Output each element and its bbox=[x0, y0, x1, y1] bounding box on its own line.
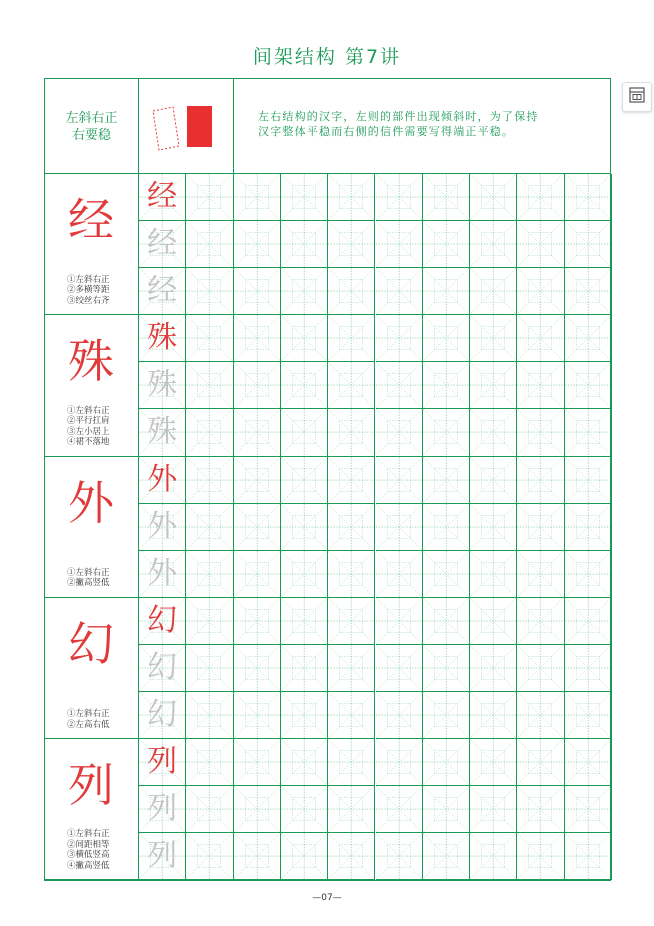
table-icon-button[interactable] bbox=[622, 82, 652, 112]
page-number: —07— bbox=[312, 893, 342, 903]
trace-cell[interactable] bbox=[139, 174, 186, 221]
stroke-tip: ②平行扛肩 bbox=[67, 416, 110, 427]
writing-cell[interactable] bbox=[186, 598, 233, 645]
writing-cell[interactable] bbox=[376, 362, 423, 409]
stroke-tip: ②左高右低 bbox=[67, 719, 110, 730]
trace-cell[interactable] bbox=[139, 457, 186, 504]
writing-cell[interactable] bbox=[470, 315, 517, 362]
writing-cell[interactable] bbox=[565, 739, 612, 786]
writing-cell[interactable] bbox=[281, 268, 328, 315]
writing-cell[interactable] bbox=[281, 692, 328, 739]
trace-character: 幻 bbox=[147, 649, 178, 685]
writing-cell[interactable] bbox=[423, 221, 470, 268]
writing-cell[interactable] bbox=[281, 598, 328, 645]
model-character: 经 bbox=[68, 193, 114, 247]
writing-cell[interactable] bbox=[517, 268, 564, 315]
trace-character: 殊 bbox=[147, 367, 178, 403]
writing-cell[interactable] bbox=[234, 268, 281, 315]
trace-character: 经 bbox=[147, 226, 178, 262]
trace-character: 经 bbox=[147, 273, 178, 309]
writing-cell[interactable] bbox=[565, 221, 612, 268]
writing-cell[interactable] bbox=[470, 409, 517, 456]
writing-cell[interactable] bbox=[186, 551, 233, 598]
writing-cell[interactable] bbox=[234, 598, 281, 645]
writing-cell[interactable] bbox=[376, 786, 423, 833]
character-guide-4 bbox=[45, 598, 139, 739]
writing-cell[interactable] bbox=[234, 362, 281, 409]
character-guide-1 bbox=[45, 174, 139, 315]
writing-cell[interactable] bbox=[565, 268, 612, 315]
writing-cell[interactable] bbox=[423, 268, 470, 315]
writing-cell[interactable] bbox=[281, 457, 328, 504]
writing-cell[interactable] bbox=[470, 504, 517, 551]
writing-cell[interactable] bbox=[234, 504, 281, 551]
writing-cell[interactable] bbox=[470, 645, 517, 692]
rule-label bbox=[45, 79, 139, 174]
writing-cell[interactable] bbox=[565, 315, 612, 362]
trace-character: 幻 bbox=[147, 697, 178, 733]
lesson-header bbox=[45, 79, 610, 174]
writing-cell[interactable] bbox=[186, 692, 233, 739]
writing-cell[interactable] bbox=[423, 833, 470, 880]
writing-cell[interactable] bbox=[328, 409, 375, 456]
writing-cell[interactable] bbox=[423, 174, 470, 221]
writing-cell[interactable] bbox=[423, 551, 470, 598]
practice-grid-1 bbox=[139, 174, 612, 315]
writing-cell[interactable] bbox=[281, 174, 328, 221]
writing-cell[interactable] bbox=[328, 268, 375, 315]
slant-diagram-icon bbox=[139, 79, 232, 174]
writing-cell[interactable] bbox=[234, 174, 281, 221]
writing-cell[interactable] bbox=[186, 833, 233, 880]
trace-cell[interactable] bbox=[139, 315, 186, 362]
writing-cell[interactable] bbox=[281, 833, 328, 880]
writing-cell[interactable] bbox=[281, 362, 328, 409]
writing-cell[interactable] bbox=[376, 315, 423, 362]
writing-cell[interactable] bbox=[423, 315, 470, 362]
writing-cell[interactable] bbox=[281, 551, 328, 598]
writing-cell[interactable] bbox=[565, 786, 612, 833]
writing-cell[interactable] bbox=[328, 598, 375, 645]
writing-cell[interactable] bbox=[565, 598, 612, 645]
writing-cell[interactable] bbox=[423, 786, 470, 833]
writing-cell[interactable] bbox=[234, 409, 281, 456]
trace-character: 外 bbox=[147, 508, 178, 544]
writing-cell[interactable] bbox=[328, 315, 375, 362]
writing-cell[interactable] bbox=[186, 221, 233, 268]
model-character: 列 bbox=[68, 758, 114, 813]
trace-cell[interactable] bbox=[139, 833, 186, 880]
writing-cell[interactable] bbox=[517, 786, 564, 833]
writing-cell[interactable] bbox=[186, 315, 233, 362]
writing-cell[interactable] bbox=[517, 457, 564, 504]
practice-grid-2 bbox=[139, 315, 612, 456]
example-character: 殊 bbox=[147, 320, 178, 356]
rule-description-line2: 汉字整体平稳而右侧的信件需要写得端正平稳。 bbox=[258, 125, 515, 138]
writing-cell[interactable] bbox=[281, 786, 328, 833]
model-character: 幻 bbox=[68, 616, 114, 671]
writing-cell[interactable] bbox=[376, 174, 423, 221]
rule-label-line1: 左斜右正 bbox=[65, 110, 118, 126]
writing-cell[interactable] bbox=[328, 221, 375, 268]
writing-cell[interactable] bbox=[470, 598, 517, 645]
writing-cell[interactable] bbox=[328, 174, 375, 221]
writing-cell[interactable] bbox=[470, 551, 517, 598]
writing-cell[interactable] bbox=[186, 174, 233, 221]
writing-cell[interactable] bbox=[376, 457, 423, 504]
stroke-tip: ②间距相等 bbox=[67, 839, 110, 850]
writing-cell[interactable] bbox=[470, 362, 517, 409]
writing-cell[interactable] bbox=[328, 362, 375, 409]
structure-diagram bbox=[139, 79, 234, 174]
stroke-tip: ④撇高竖低 bbox=[67, 860, 110, 871]
stroke-tip: ④裙不落地 bbox=[67, 437, 110, 448]
rule-label-line2: 右要稳 bbox=[71, 127, 111, 143]
writing-cell[interactable] bbox=[423, 645, 470, 692]
writing-cell[interactable] bbox=[281, 221, 328, 268]
stroke-tips bbox=[67, 568, 110, 589]
writing-cell[interactable] bbox=[565, 362, 612, 409]
writing-cell[interactable] bbox=[186, 268, 233, 315]
rule-description bbox=[234, 79, 610, 174]
writing-cell[interactable] bbox=[186, 409, 233, 456]
writing-cell[interactable] bbox=[186, 786, 233, 833]
trace-cell[interactable] bbox=[139, 692, 186, 739]
writing-cell[interactable] bbox=[376, 598, 423, 645]
practice-grid-3 bbox=[139, 457, 612, 598]
trace-character: 殊 bbox=[147, 414, 178, 450]
stroke-tip: ③左小居上 bbox=[67, 426, 110, 437]
writing-cell[interactable] bbox=[565, 551, 612, 598]
writing-cell[interactable] bbox=[470, 786, 517, 833]
writing-cell[interactable] bbox=[517, 833, 564, 880]
writing-cell[interactable] bbox=[423, 598, 470, 645]
stroke-tip: ③横低竖高 bbox=[67, 850, 110, 861]
stroke-tips bbox=[67, 406, 110, 448]
writing-cell[interactable] bbox=[281, 645, 328, 692]
writing-cell[interactable] bbox=[376, 645, 423, 692]
writing-cell[interactable] bbox=[186, 504, 233, 551]
writing-cell[interactable] bbox=[328, 457, 375, 504]
writing-cell[interactable] bbox=[234, 551, 281, 598]
writing-cell[interactable] bbox=[423, 739, 470, 786]
writing-cell[interactable] bbox=[470, 174, 517, 221]
stroke-tips bbox=[67, 275, 110, 307]
trace-cell[interactable] bbox=[139, 221, 186, 268]
trace-cell[interactable] bbox=[139, 739, 186, 786]
practice-grid-4 bbox=[139, 598, 612, 739]
writing-cell[interactable] bbox=[234, 315, 281, 362]
writing-cell[interactable] bbox=[423, 457, 470, 504]
example-character: 经 bbox=[147, 179, 178, 214]
writing-cell[interactable] bbox=[376, 739, 423, 786]
trace-character: 外 bbox=[147, 555, 178, 591]
stroke-tip: ②撇高竖低 bbox=[67, 578, 110, 589]
writing-cell[interactable] bbox=[328, 786, 375, 833]
writing-cell[interactable] bbox=[517, 409, 564, 456]
writing-cell[interactable] bbox=[234, 786, 281, 833]
writing-cell[interactable] bbox=[376, 268, 423, 315]
writing-cell[interactable] bbox=[328, 692, 375, 739]
stroke-tips bbox=[67, 829, 110, 871]
trace-cell[interactable] bbox=[139, 551, 186, 598]
writing-cell[interactable] bbox=[565, 504, 612, 551]
writing-cell[interactable] bbox=[376, 221, 423, 268]
stroke-tip: ①左斜右正 bbox=[67, 274, 110, 285]
writing-cell[interactable] bbox=[517, 174, 564, 221]
example-character: 外 bbox=[147, 461, 178, 497]
trace-cell[interactable] bbox=[139, 409, 186, 456]
writing-cell[interactable] bbox=[517, 362, 564, 409]
example-character: 列 bbox=[147, 744, 178, 780]
writing-cell[interactable] bbox=[565, 692, 612, 739]
writing-cell[interactable] bbox=[470, 457, 517, 504]
writing-cell[interactable] bbox=[234, 833, 281, 880]
writing-cell[interactable] bbox=[328, 833, 375, 880]
writing-cell[interactable] bbox=[328, 645, 375, 692]
trace-cell[interactable] bbox=[139, 645, 186, 692]
writing-cell[interactable] bbox=[234, 457, 281, 504]
writing-cell[interactable] bbox=[565, 645, 612, 692]
writing-cell[interactable] bbox=[376, 692, 423, 739]
character-guide-5 bbox=[45, 739, 139, 880]
writing-cell[interactable] bbox=[517, 692, 564, 739]
model-character: 外 bbox=[68, 475, 114, 530]
writing-cell[interactable] bbox=[186, 739, 233, 786]
writing-cell[interactable] bbox=[281, 409, 328, 456]
writing-cell[interactable] bbox=[565, 409, 612, 456]
trace-cell[interactable] bbox=[139, 268, 186, 315]
practice-sheet bbox=[44, 78, 611, 881]
writing-cell[interactable] bbox=[517, 551, 564, 598]
writing-cell[interactable] bbox=[328, 739, 375, 786]
writing-cell[interactable] bbox=[517, 504, 564, 551]
stroke-tip: ①左斜右正 bbox=[67, 709, 110, 720]
writing-cell[interactable] bbox=[281, 315, 328, 362]
writing-cell[interactable] bbox=[234, 692, 281, 739]
rule-description-line1: 左右结构的汉字，左则的部件出现倾斜时，为了保持 bbox=[258, 110, 539, 123]
example-character: 幻 bbox=[147, 602, 178, 638]
writing-cell[interactable] bbox=[281, 739, 328, 786]
writing-cell[interactable] bbox=[423, 409, 470, 456]
stroke-tip: ③绞丝右齐 bbox=[67, 295, 110, 306]
writing-cell[interactable] bbox=[186, 362, 233, 409]
writing-cell[interactable] bbox=[234, 739, 281, 786]
writing-cell[interactable] bbox=[186, 457, 233, 504]
writing-cell[interactable] bbox=[234, 645, 281, 692]
trace-cell[interactable] bbox=[139, 362, 186, 409]
writing-cell[interactable] bbox=[517, 221, 564, 268]
writing-cell[interactable] bbox=[517, 739, 564, 786]
character-guide-3 bbox=[45, 457, 139, 598]
writing-cell[interactable] bbox=[281, 504, 328, 551]
writing-cell[interactable] bbox=[328, 551, 375, 598]
stroke-tips bbox=[67, 709, 110, 730]
practice-grid-5 bbox=[139, 739, 612, 880]
writing-cell[interactable] bbox=[376, 409, 423, 456]
writing-cell[interactable] bbox=[470, 268, 517, 315]
stroke-tip: ①左斜右正 bbox=[67, 829, 110, 840]
model-character: 殊 bbox=[68, 334, 114, 389]
page-title: 间架结构 第7讲 bbox=[252, 46, 402, 68]
writing-cell[interactable] bbox=[565, 833, 612, 880]
stroke-tip: ①左斜右正 bbox=[67, 405, 110, 416]
writing-cell[interactable] bbox=[470, 833, 517, 880]
table-icon bbox=[628, 86, 646, 108]
writing-cell[interactable] bbox=[423, 362, 470, 409]
writing-cell[interactable] bbox=[517, 598, 564, 645]
writing-cell[interactable] bbox=[470, 221, 517, 268]
writing-cell[interactable] bbox=[565, 174, 612, 221]
writing-cell[interactable] bbox=[423, 692, 470, 739]
trace-character: 列 bbox=[147, 838, 178, 874]
trace-character: 列 bbox=[147, 791, 178, 827]
writing-cell[interactable] bbox=[376, 833, 423, 880]
trace-cell[interactable] bbox=[139, 504, 186, 551]
writing-cell[interactable] bbox=[470, 692, 517, 739]
writing-cell[interactable] bbox=[565, 457, 612, 504]
trace-cell[interactable] bbox=[139, 598, 186, 645]
stroke-tip: ②多横等距 bbox=[67, 285, 110, 296]
writing-cell[interactable] bbox=[234, 221, 281, 268]
writing-cell[interactable] bbox=[517, 315, 564, 362]
writing-cell[interactable] bbox=[376, 504, 423, 551]
trace-cell[interactable] bbox=[139, 786, 186, 833]
stroke-tip: ①左斜右正 bbox=[67, 567, 110, 578]
writing-cell[interactable] bbox=[423, 504, 470, 551]
character-guide-2 bbox=[45, 315, 139, 456]
writing-cell[interactable] bbox=[186, 645, 233, 692]
writing-cell[interactable] bbox=[328, 504, 375, 551]
writing-cell[interactable] bbox=[376, 551, 423, 598]
writing-cell[interactable] bbox=[470, 739, 517, 786]
writing-cell[interactable] bbox=[517, 645, 564, 692]
